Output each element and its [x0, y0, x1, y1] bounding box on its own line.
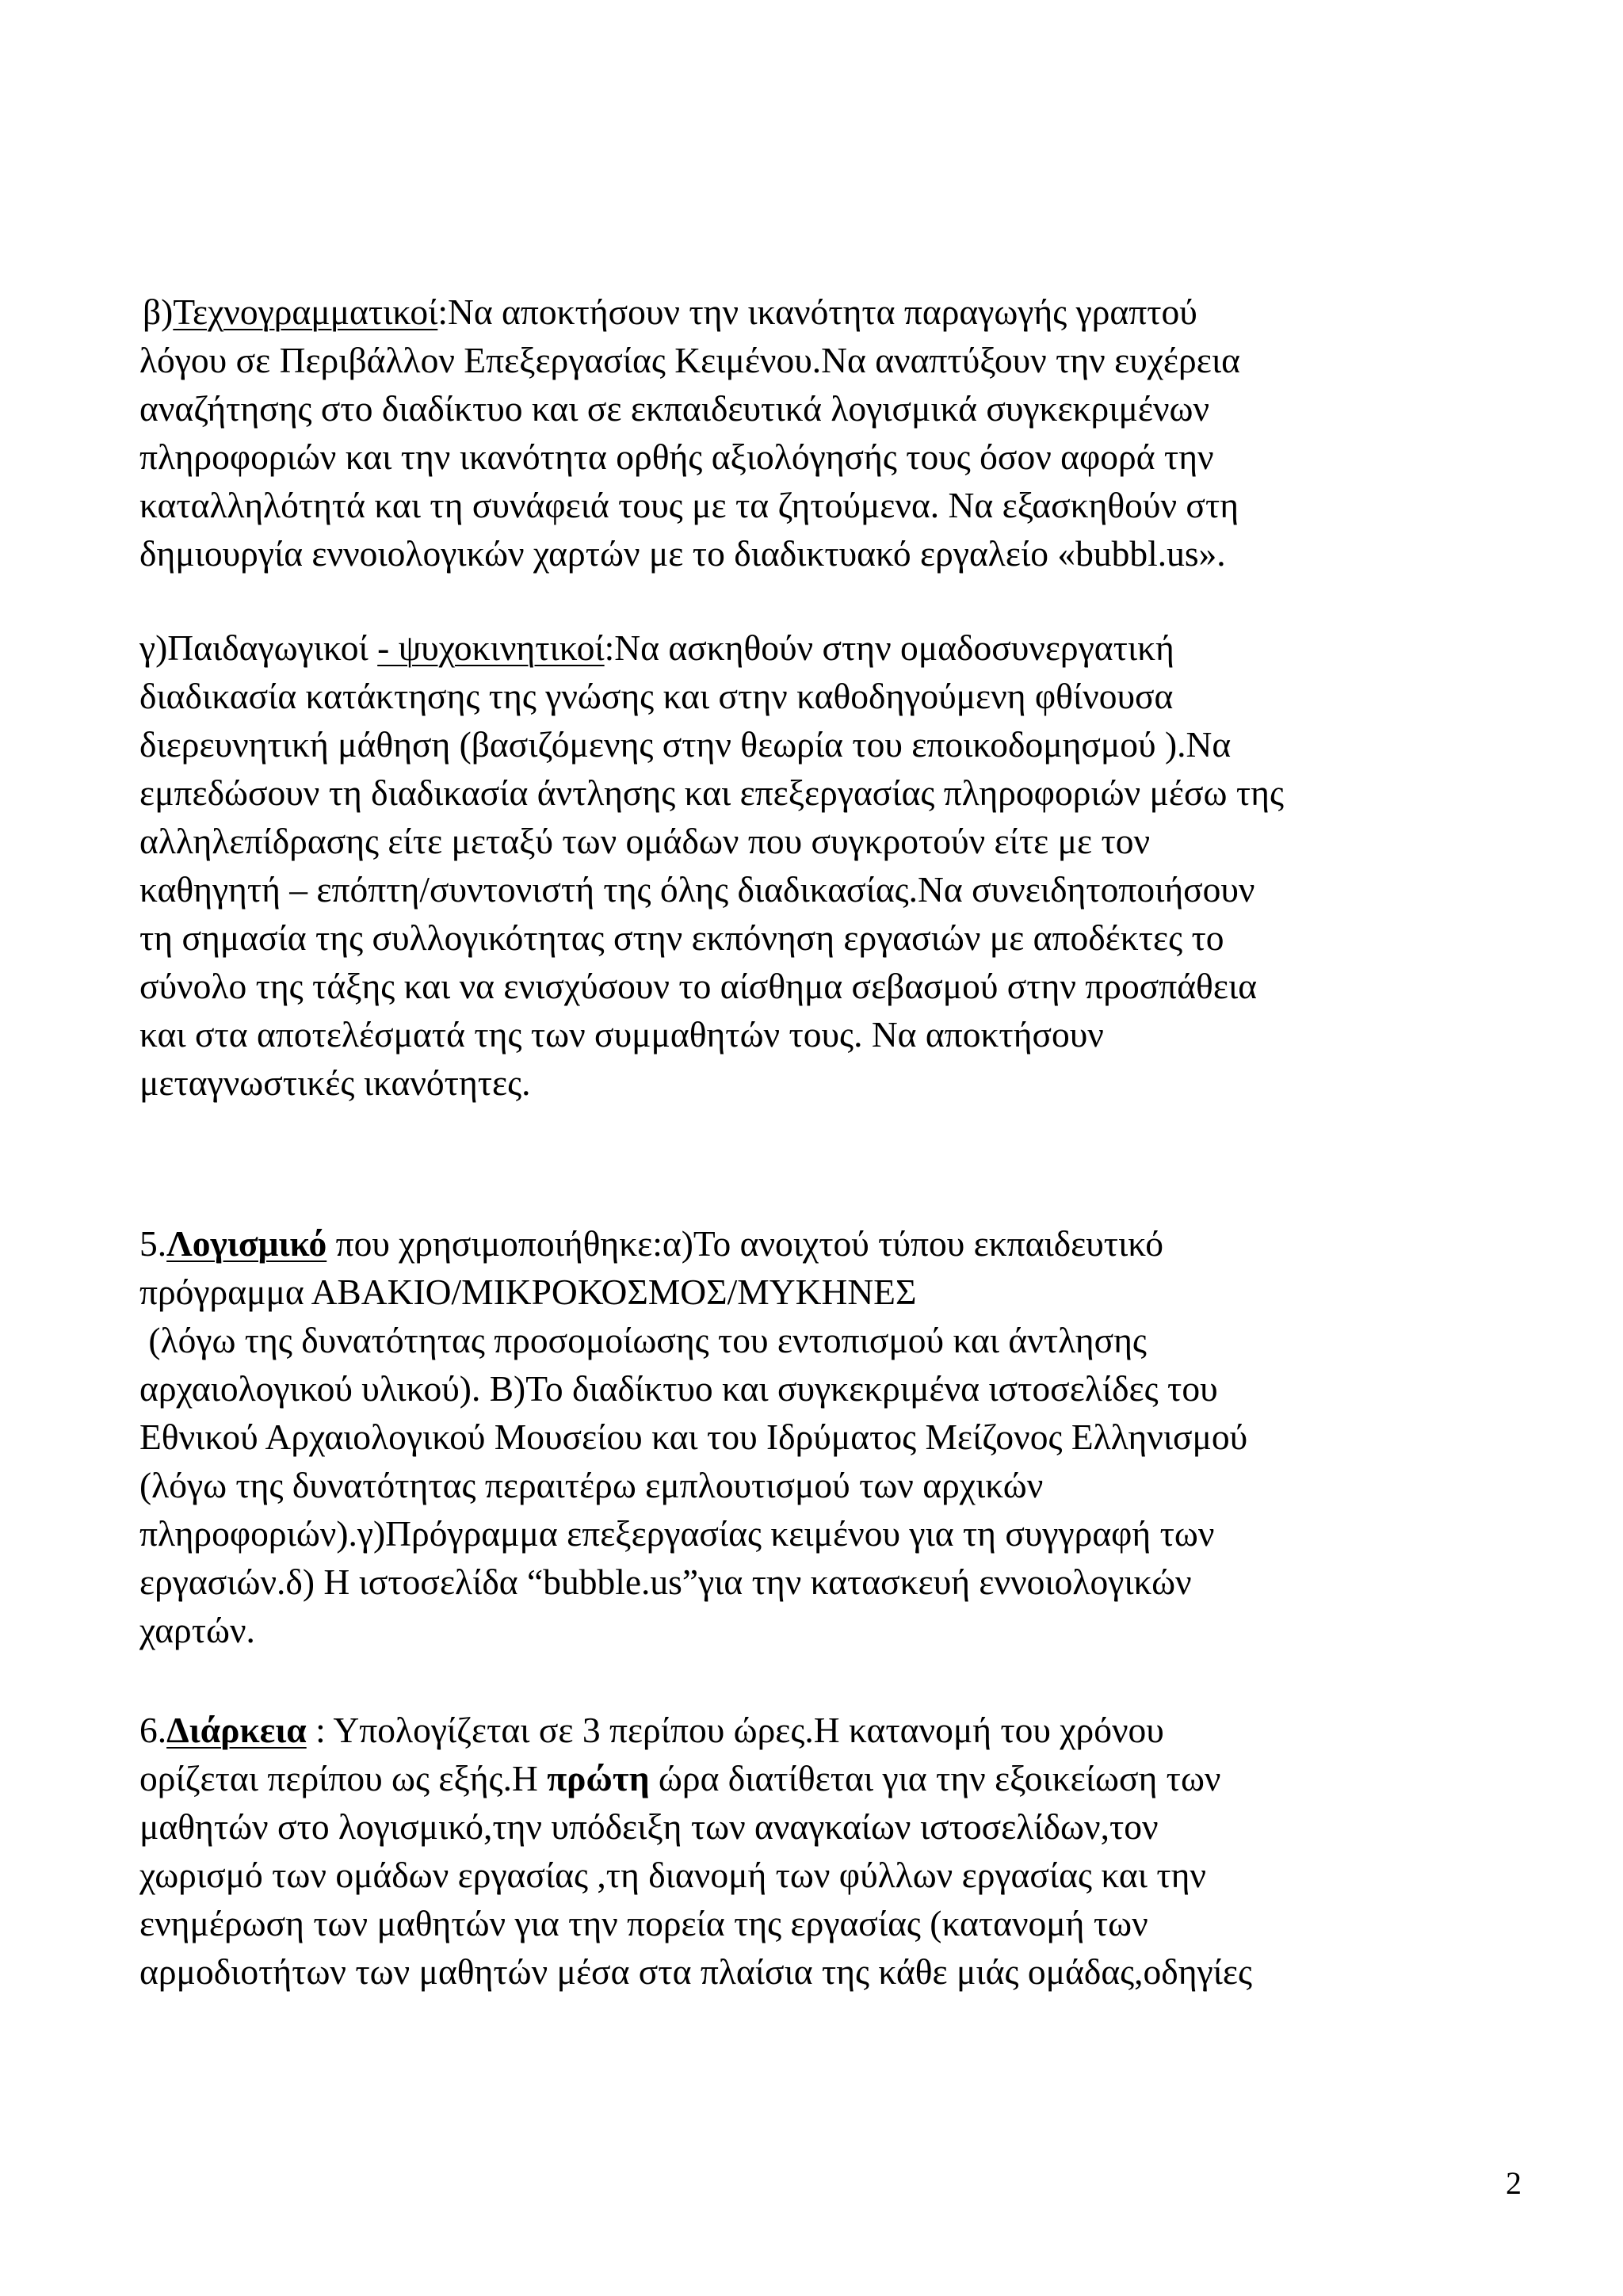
software-line-1: 5.Λογισμικό που χρησιμοποιήθηκε:α)Το ανοιχτού τύπου εκπαιδευτικό — [139, 1223, 1163, 1264]
section-b-line-5: καταλληλότητά και τη συνάφειά τους με τα ζητούμενα. Να εξασκηθούν στη — [139, 485, 1239, 525]
duration-heading: Διάρκεια — [166, 1710, 307, 1750]
software-heading: Λογισμικό — [166, 1223, 327, 1264]
duration-line-3: μαθητών στο λογισμικό,την υπόδειξη των αναγκαίων ιστοσελίδων,τον — [139, 1806, 1159, 1847]
section-g-line-10: μεταγνωστικές ικανότητες. — [139, 1062, 531, 1103]
duration-line-5: ενημέρωση των μαθητών για την πορεία της εργασίας (κατανομή των — [139, 1903, 1148, 1943]
section-b-line-6: δημιουργία εννοιολογικών χαρτών με το διαδικτυακό εργαλείο «bubbl.us». — [139, 533, 1226, 574]
section-g-line-6: καθηγητή – επόπτη/συντονιστή της όλης διαδικασίας.Να συνειδητοποιήσουν — [139, 869, 1255, 910]
section-g-line-2: διαδικασία κατάκτησης της γνώσης και στην καθοδηγούμενη φθίνουσα — [139, 676, 1174, 716]
section-g-line-8: σύνολο της τάξης και να ενισχύσουν το αίσθημα σεβασμού στην προσπάθεια — [139, 966, 1258, 1006]
duration-emphasis: πρώτη — [547, 1758, 650, 1798]
software-line-7: πληροφοριών).γ)Πρόγραμμα επεξεργασίας κειμένου για τη συγγραφή των — [139, 1513, 1215, 1554]
section-b-heading: Τεχνογραμματικοί — [173, 292, 438, 332]
section-g-line-4: εμπεδώσουν τη διαδικασία άντλησης και επεξεργασίας πληροφοριών μέσω της — [139, 772, 1284, 813]
page-number: 2 — [1506, 2165, 1522, 2201]
software-line-3: (λόγω της δυνατότητας προσομοίωσης του εντοπισμού και άντλησης — [139, 1320, 1147, 1360]
software-line-9: χαρτών. — [139, 1610, 255, 1650]
section-g-line-1: γ)Παιδαγωγικοί - ψυχοκινητικοί:Να ασκηθούν στην ομαδοσυνεργατική — [139, 627, 1174, 668]
software-line-8: εργασιών.δ) Η ιστοσελίδα “bubble.us”για την κατασκευή εννοιολογικών — [139, 1562, 1192, 1602]
software-line-6: (λόγω της δυνατότητας περαιτέρω εμπλουτισμού των αρχικών — [139, 1465, 1044, 1505]
software-line-5: Εθνικού Αρχαιολογικού Μουσείου και του Ιδρύματος Μείζονος Ελληνισμού — [139, 1417, 1248, 1457]
section-g-line-7: τη σημασία της συλλογικότητας στην εκπόνηση εργασιών με αποδέκτες το — [139, 917, 1224, 958]
duration-line-1: 6.Διάρκεια : Υπολογίζεται σε 3 περίπου ώρες.Η κατανομή του χρόνου — [139, 1710, 1164, 1750]
duration-line-2: ορίζεται περίπου ως εξής.Η πρώτη ώρα διατίθεται για την εξοικείωση των — [139, 1758, 1221, 1798]
section-g-line-9: και στα αποτελέσματά της των συμμαθητών τους. Να αποκτήσουν — [139, 1014, 1104, 1055]
section-b-line-2: λόγου σε Περιβάλλον Επεξεργασίας Κειμένου.Να αναπτύξουν την ευχέρεια — [139, 340, 1240, 380]
section-b-line-4: πληροφοριών και την ικανότητα ορθής αξιολόγησής τους όσον αφορά την — [139, 437, 1214, 477]
duration-line-6: αρμοδιοτήτων των μαθητών μέσα στα πλαίσια της κάθε μιάς ομάδας,οδηγίες — [139, 1951, 1253, 1992]
section-g-line-3: διερευνητική μάθηση (βασιζόμενης στην θεωρία του εποικοδομησμού ).Να — [139, 724, 1232, 765]
software-line-2: πρόγραμμα ΑΒΑΚΙΟ/ΜΙΚΡΟΚΟΣΜΟΣ/ΜΥΚΗΝΕΣ — [139, 1272, 917, 1312]
section-g-line-5: αλληλεπίδρασης είτε μεταξύ των ομάδων που συγκροτούν είτε με τον — [139, 821, 1151, 861]
section-g-heading: - ψυχοκινητικοί — [377, 627, 605, 668]
duration-line-4: χωρισμό των ομάδων εργασίας ,τη διανομή των φύλλων εργασίας και την — [139, 1855, 1207, 1895]
section-b-line-3: αναζήτησης στο διαδίκτυο και σε εκπαιδευτικά λογισμικά συγκεκριμένων — [139, 388, 1210, 429]
software-line-4: αρχαιολογικού υλικού). Β)Το διαδίκτυο και συγκεκριμένα ιστοσελίδες του — [139, 1368, 1218, 1409]
section-b-line-1: β)Τεχνογραμματικοί:Να αποκτήσουν την ικανότητα παραγωγής γραπτού — [143, 292, 1197, 332]
